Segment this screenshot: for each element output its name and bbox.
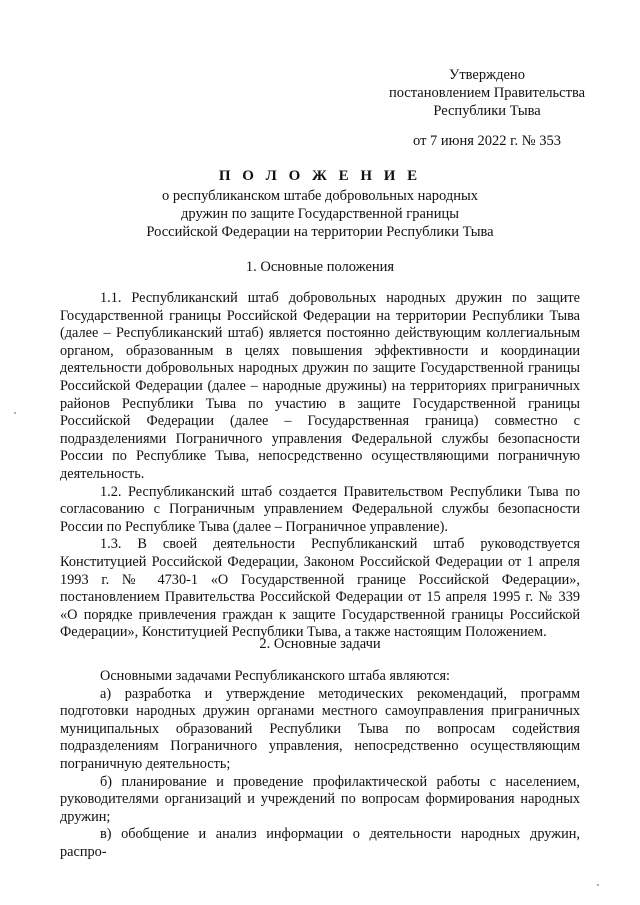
scan-speck: [597, 884, 599, 886]
paragraph-1-2: 1.2. Республиканский штаб создается Правительством Республики Тыва по согласованию с Пограничным управлением Федеральной службы безопасности России по Республике Тыва (далее – Пограничное управление).: [60, 483, 580, 535]
section-2-body: [60, 668, 580, 862]
approval-stamp: [372, 66, 602, 150]
document-title: П О Л О Ж Е Н И Е: [218, 168, 422, 184]
scan-speck: [14, 412, 16, 414]
document-subtitle-line-2: дружин по защите Государственной границы: [181, 206, 459, 222]
section-1-body: [60, 290, 580, 642]
paragraph-2-b: б) планирование и проведение профилактической работы с населением, руководителями организаций и учреждений по вопросам формирования народных дружин;: [60, 773, 580, 825]
section-2-title: 2. Основные задачи: [259, 636, 381, 652]
paragraph-1-3: 1.3. В своей деятельности Республиканский штаб руководствуется Конституцией Российской Федерации, Законом Российской Федерации от 1 апреля 1993 г. № 4730-1 «О Государственной границе Российской Федерации», постановлением Правительства Российской Федерации от 15 апреля 1995 г. № 339 «О порядке привлечения граждан к защите Государственной границы Российской Федерации», Конституцией Республики Тыва, а также настоящим Положением.: [60, 536, 580, 641]
paragraph-2-intro: Основными задачами Республиканского штаба являются:: [100, 668, 451, 684]
approval-date: от 7 июня 2022 г. № 353: [413, 133, 561, 149]
document-title-block: [60, 167, 580, 241]
approval-line-1: Утверждено: [449, 67, 525, 83]
paragraph-2-c: в) обобщение и анализ информации о деятельности народных дружин, распро-: [60, 826, 580, 860]
paragraph-1-1: 1.1. Республиканский штаб добровольных народных дружин по защите Государственной границы Российской Федерации на территории Республики Тыва (далее – Республиканский штаб) является постоянно действующим коллегиальным органом, образованным в целях повышения эффективности и координации деятельности добровольных народных дружин по защите Государственной границы Российской Федерации (далее – народные дружины) на территориях приграничных районов Республики Тыва по участию в защите Государственной границы Российской Федерации (далее – Государственная граница) совместно с подразделениями Пограничного управления Федеральной службы безопасности России по Республике Тыва, непосредственно осуществляющими пограничную деятельность.: [60, 290, 580, 482]
approval-line-3: Республики Тыва: [433, 103, 541, 119]
paragraph-2-a: а) разработка и утверждение методических рекомендаций, программ подготовки народных дружин органами местного самоуправления приграничных муниципальных образований Республики Тыва по вопросам содействия подразделениям Пограничного управления, непосредственно осуществляющим пограничную деятельность;: [60, 685, 580, 772]
approval-line-2: постановлением Правительства: [388, 85, 586, 101]
section-1-title: 1. Основные положения: [245, 259, 395, 275]
document-subtitle-line-1: о республиканском штабе добровольных народных: [161, 188, 479, 204]
document-subtitle-line-3: Российской Федерации на территории Республики Тыва: [146, 224, 494, 240]
